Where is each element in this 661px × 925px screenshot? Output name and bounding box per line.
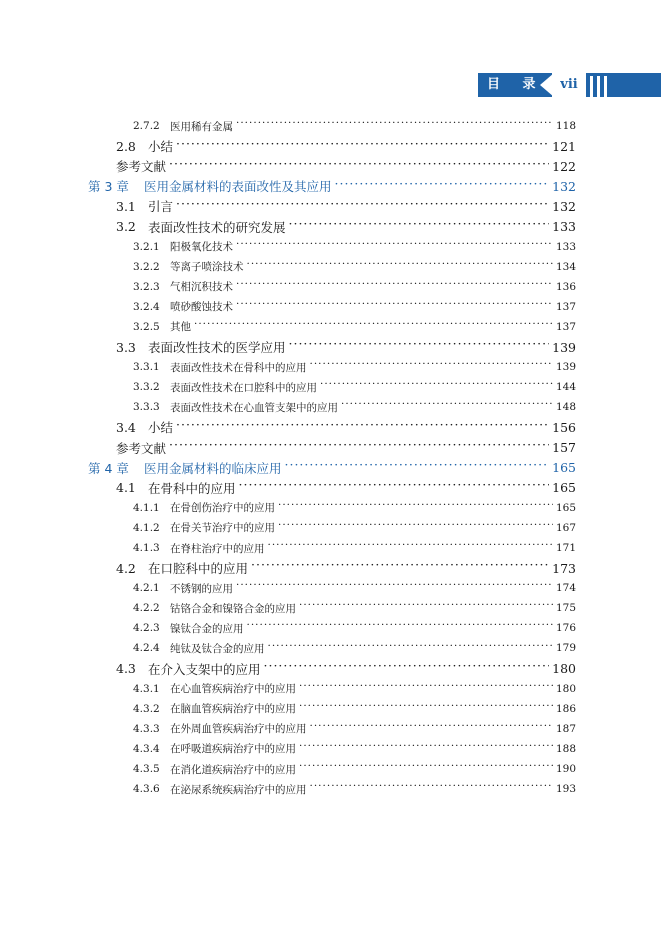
toc-entry-title: 镍钛合金的应用 xyxy=(170,622,244,635)
toc-entry-title: 在泌尿系统疾病治疗中的应用 xyxy=(170,783,307,796)
toc-entry-title: 参考文献 xyxy=(116,159,167,175)
toc-entry[interactable] xyxy=(0,397,661,417)
toc-entry-page: 137 xyxy=(555,300,576,313)
toc-entry-page: 134 xyxy=(555,260,576,273)
toc-entry-number: 4.2.4 xyxy=(133,642,160,655)
toc-dot-leader xyxy=(194,322,553,333)
toc-entry-title: 在骨关节治疗中的应用 xyxy=(170,522,275,535)
toc-entry[interactable] xyxy=(0,578,661,598)
page-header xyxy=(478,73,661,97)
table-of-contents xyxy=(0,116,661,799)
toc-entry-page: 137 xyxy=(555,320,576,333)
toc-entry-page: 179 xyxy=(555,642,576,655)
toc-entry-number: 3.1 xyxy=(116,198,136,214)
toc-entry-title: 阳极氧化技术 xyxy=(170,241,233,254)
toc-entry-page: 180 xyxy=(552,661,576,677)
toc-entry-page: 180 xyxy=(555,682,576,695)
toc-entry[interactable] xyxy=(0,417,661,437)
toc-entry-page: 148 xyxy=(555,401,576,414)
toc-dot-leader xyxy=(169,441,549,454)
header-title: 目 录 xyxy=(487,77,545,92)
toc-entry[interactable] xyxy=(0,237,661,257)
toc-dot-leader xyxy=(247,623,553,634)
toc-entry[interactable] xyxy=(0,498,661,518)
toc-entry-title: 在外周血管疾病治疗中的应用 xyxy=(170,723,307,736)
toc-entry[interactable] xyxy=(0,679,661,699)
toc-entry-title: 其他 xyxy=(170,321,191,334)
toc-entry-page: 156 xyxy=(552,419,576,435)
toc-entry-number: 4.3.5 xyxy=(133,763,160,776)
toc-entry[interactable] xyxy=(0,216,661,236)
toc-entry-page: 188 xyxy=(555,742,576,755)
toc-dot-leader xyxy=(268,543,553,554)
toc-entry-title: 引言 xyxy=(148,199,174,215)
toc-entry-number: 3.2.4 xyxy=(133,300,160,313)
toc-dot-leader xyxy=(236,282,553,293)
toc-entry-number: 4.3.6 xyxy=(133,783,160,796)
toc-dot-leader xyxy=(285,461,550,474)
toc-entry[interactable] xyxy=(0,337,661,357)
toc-entry-number: 3.3.2 xyxy=(133,381,160,394)
toc-entry-number: 4.3.1 xyxy=(133,682,160,695)
toc-entry-number: 4.1.1 xyxy=(133,501,160,514)
header-page-number: vii xyxy=(560,77,578,92)
toc-entry-title: 医用金属材料的表面改性及其应用 xyxy=(144,179,332,195)
toc-entry-title: 在脊柱治疗中的应用 xyxy=(170,542,265,555)
toc-entry-number: 4.1 xyxy=(116,480,136,496)
toc-dot-leader xyxy=(310,362,553,373)
toc-entry-number: 3.2.1 xyxy=(133,240,160,253)
toc-entry[interactable] xyxy=(0,176,661,196)
toc-entry-title: 喷砂酸蚀技术 xyxy=(170,301,233,314)
toc-entry-page: 122 xyxy=(552,158,576,174)
toc-entry-number: 2.8 xyxy=(116,138,136,154)
toc-dot-leader xyxy=(320,382,553,393)
toc-entry-title: 医用稀有金属 xyxy=(170,120,233,133)
toc-entry[interactable] xyxy=(0,196,661,216)
toc-dot-leader xyxy=(289,220,550,233)
toc-entry-page: 157 xyxy=(552,440,576,456)
toc-entry[interactable] xyxy=(0,458,661,478)
toc-entry-title: 表面改性技术在心血管支架中的应用 xyxy=(170,401,338,414)
toc-entry[interactable] xyxy=(0,759,661,779)
toc-dot-leader xyxy=(335,180,550,193)
toc-dot-leader xyxy=(299,603,553,614)
toc-entry[interactable] xyxy=(0,659,661,679)
toc-entry-page: 176 xyxy=(555,622,576,635)
toc-entry-title: 在介入支架中的应用 xyxy=(148,661,261,677)
toc-entry-number: 4.2.3 xyxy=(133,622,160,635)
toc-entry-page: 165 xyxy=(552,460,576,476)
toc-entry[interactable] xyxy=(0,136,661,156)
toc-entry-title: 钴铬合金和镍铬合金的应用 xyxy=(170,602,296,615)
toc-entry-title: 在脑血管疾病治疗中的应用 xyxy=(170,703,296,716)
toc-entry[interactable] xyxy=(0,719,661,739)
toc-entry[interactable] xyxy=(0,558,661,578)
toc-entry[interactable] xyxy=(0,699,661,719)
toc-entry[interactable] xyxy=(0,297,661,317)
toc-dot-leader xyxy=(169,160,549,173)
toc-entry-number: 3.4 xyxy=(116,419,136,435)
toc-entry-page: 193 xyxy=(555,783,576,796)
toc-entry-page: 165 xyxy=(552,480,576,496)
toc-entry-page: 167 xyxy=(555,521,576,534)
toc-entry-title: 在呼吸道疾病治疗中的应用 xyxy=(170,743,296,756)
toc-entry-page: 133 xyxy=(552,219,576,235)
toc-entry[interactable] xyxy=(0,257,661,277)
header-notch xyxy=(540,73,554,97)
toc-entry-page: 144 xyxy=(555,381,576,394)
toc-entry[interactable] xyxy=(0,478,661,498)
toc-dot-leader xyxy=(310,724,553,735)
toc-entry-page: 132 xyxy=(552,178,576,194)
toc-dot-leader xyxy=(299,704,553,715)
toc-entry-page: 187 xyxy=(555,722,576,735)
toc-entry-number: 4.3.4 xyxy=(133,742,160,755)
toc-dot-leader xyxy=(310,784,553,795)
toc-dot-leader xyxy=(341,402,553,413)
toc-entry-page: 136 xyxy=(555,280,576,293)
toc-entry-page: 132 xyxy=(552,198,576,214)
toc-entry-title: 参考文献 xyxy=(116,440,167,456)
toc-entry-page: 174 xyxy=(555,582,576,595)
toc-entry-number: 4.3.2 xyxy=(133,702,160,715)
toc-dot-leader xyxy=(236,121,553,132)
toc-dot-leader xyxy=(239,481,550,494)
toc-dot-leader xyxy=(299,764,553,775)
toc-dot-leader xyxy=(236,583,553,594)
toc-entry-number: 3.3.3 xyxy=(133,401,160,414)
toc-entry-page: 139 xyxy=(552,339,576,355)
header-stripes xyxy=(586,73,661,97)
toc-entry-title: 不锈钢的应用 xyxy=(170,582,233,595)
toc-entry[interactable] xyxy=(0,317,661,337)
toc-entry-number: 3.3 xyxy=(116,339,136,355)
toc-entry-page: 186 xyxy=(555,702,576,715)
toc-entry-title: 在口腔科中的应用 xyxy=(148,561,249,577)
toc-dot-leader xyxy=(299,744,553,755)
toc-entry-page: 190 xyxy=(555,763,576,776)
toc-entry-title: 在骨科中的应用 xyxy=(148,480,236,496)
toc-entry[interactable] xyxy=(0,377,661,397)
toc-entry-number: 3.2 xyxy=(116,219,136,235)
toc-entry-title: 小结 xyxy=(148,139,174,155)
toc-entry-number: 2.7.2 xyxy=(133,120,160,133)
toc-entry-title: 表面改性技术的医学应用 xyxy=(148,340,286,356)
toc-entry-number: 第 4 章 xyxy=(88,460,129,476)
toc-entry[interactable] xyxy=(0,357,661,377)
toc-entry-title: 表面改性技术的研究发展 xyxy=(148,219,286,235)
toc-entry-number: 4.2 xyxy=(116,560,136,576)
toc-entry[interactable] xyxy=(0,598,661,618)
toc-entry-page: 171 xyxy=(555,542,576,555)
toc-entry-page: 173 xyxy=(552,560,576,576)
toc-dot-leader xyxy=(236,302,553,313)
toc-entry-title: 在骨创伤治疗中的应用 xyxy=(170,502,275,515)
toc-entry-number: 4.2.1 xyxy=(133,582,160,595)
toc-entry-number: 3.2.2 xyxy=(133,260,160,273)
toc-entry-title: 气相沉积技术 xyxy=(170,281,233,294)
toc-dot-leader xyxy=(278,503,553,514)
toc-entry-number: 第 3 章 xyxy=(88,179,129,195)
toc-dot-leader xyxy=(176,200,549,213)
toc-entry-title: 表面改性技术在骨科中的应用 xyxy=(170,361,307,374)
toc-dot-leader xyxy=(264,662,550,675)
toc-entry-number: 4.3 xyxy=(116,661,136,677)
toc-entry[interactable] xyxy=(0,277,661,297)
toc-entry-page: 118 xyxy=(555,120,576,133)
toc-entry-number: 4.1.2 xyxy=(133,521,160,534)
toc-entry-number: 3.2.5 xyxy=(133,320,160,333)
toc-dot-leader xyxy=(278,523,553,534)
toc-entry-number: 4.1.3 xyxy=(133,542,160,555)
toc-dot-leader xyxy=(176,140,549,153)
toc-entry-title: 表面改性技术在口腔科中的应用 xyxy=(170,381,317,394)
toc-entry[interactable] xyxy=(0,538,661,558)
toc-entry-number: 4.3.3 xyxy=(133,722,160,735)
toc-entry-page: 121 xyxy=(552,138,576,154)
toc-entry[interactable] xyxy=(0,438,661,458)
toc-entry-page: 165 xyxy=(555,501,576,514)
toc-entry-number: 3.2.3 xyxy=(133,280,160,293)
toc-dot-leader xyxy=(236,241,553,252)
toc-entry-title: 等离子喷涂技术 xyxy=(170,261,244,274)
toc-entry-page: 139 xyxy=(555,361,576,374)
toc-entry[interactable] xyxy=(0,116,661,136)
toc-dot-leader xyxy=(299,683,553,694)
toc-entry-page: 175 xyxy=(555,602,576,615)
toc-dot-leader xyxy=(268,643,553,654)
toc-entry[interactable] xyxy=(0,156,661,176)
toc-entry[interactable] xyxy=(0,739,661,759)
toc-entry-title: 在心血管疾病治疗中的应用 xyxy=(170,683,296,696)
toc-dot-leader xyxy=(289,341,550,354)
toc-entry[interactable] xyxy=(0,638,661,658)
toc-dot-leader xyxy=(247,261,553,272)
toc-dot-leader xyxy=(176,421,549,434)
toc-entry-number: 3.3.1 xyxy=(133,361,160,374)
toc-entry-page: 133 xyxy=(555,240,576,253)
toc-entry-title: 医用金属材料的临床应用 xyxy=(144,460,282,476)
toc-entry[interactable] xyxy=(0,618,661,638)
toc-entry-title: 纯钛及钛合金的应用 xyxy=(170,642,265,655)
toc-entry-title: 小结 xyxy=(148,420,174,436)
toc-dot-leader xyxy=(251,562,549,575)
toc-entry[interactable] xyxy=(0,518,661,538)
toc-entry-number: 4.2.2 xyxy=(133,602,160,615)
toc-entry[interactable] xyxy=(0,779,661,799)
toc-entry-title: 在消化道疾病治疗中的应用 xyxy=(170,763,296,776)
